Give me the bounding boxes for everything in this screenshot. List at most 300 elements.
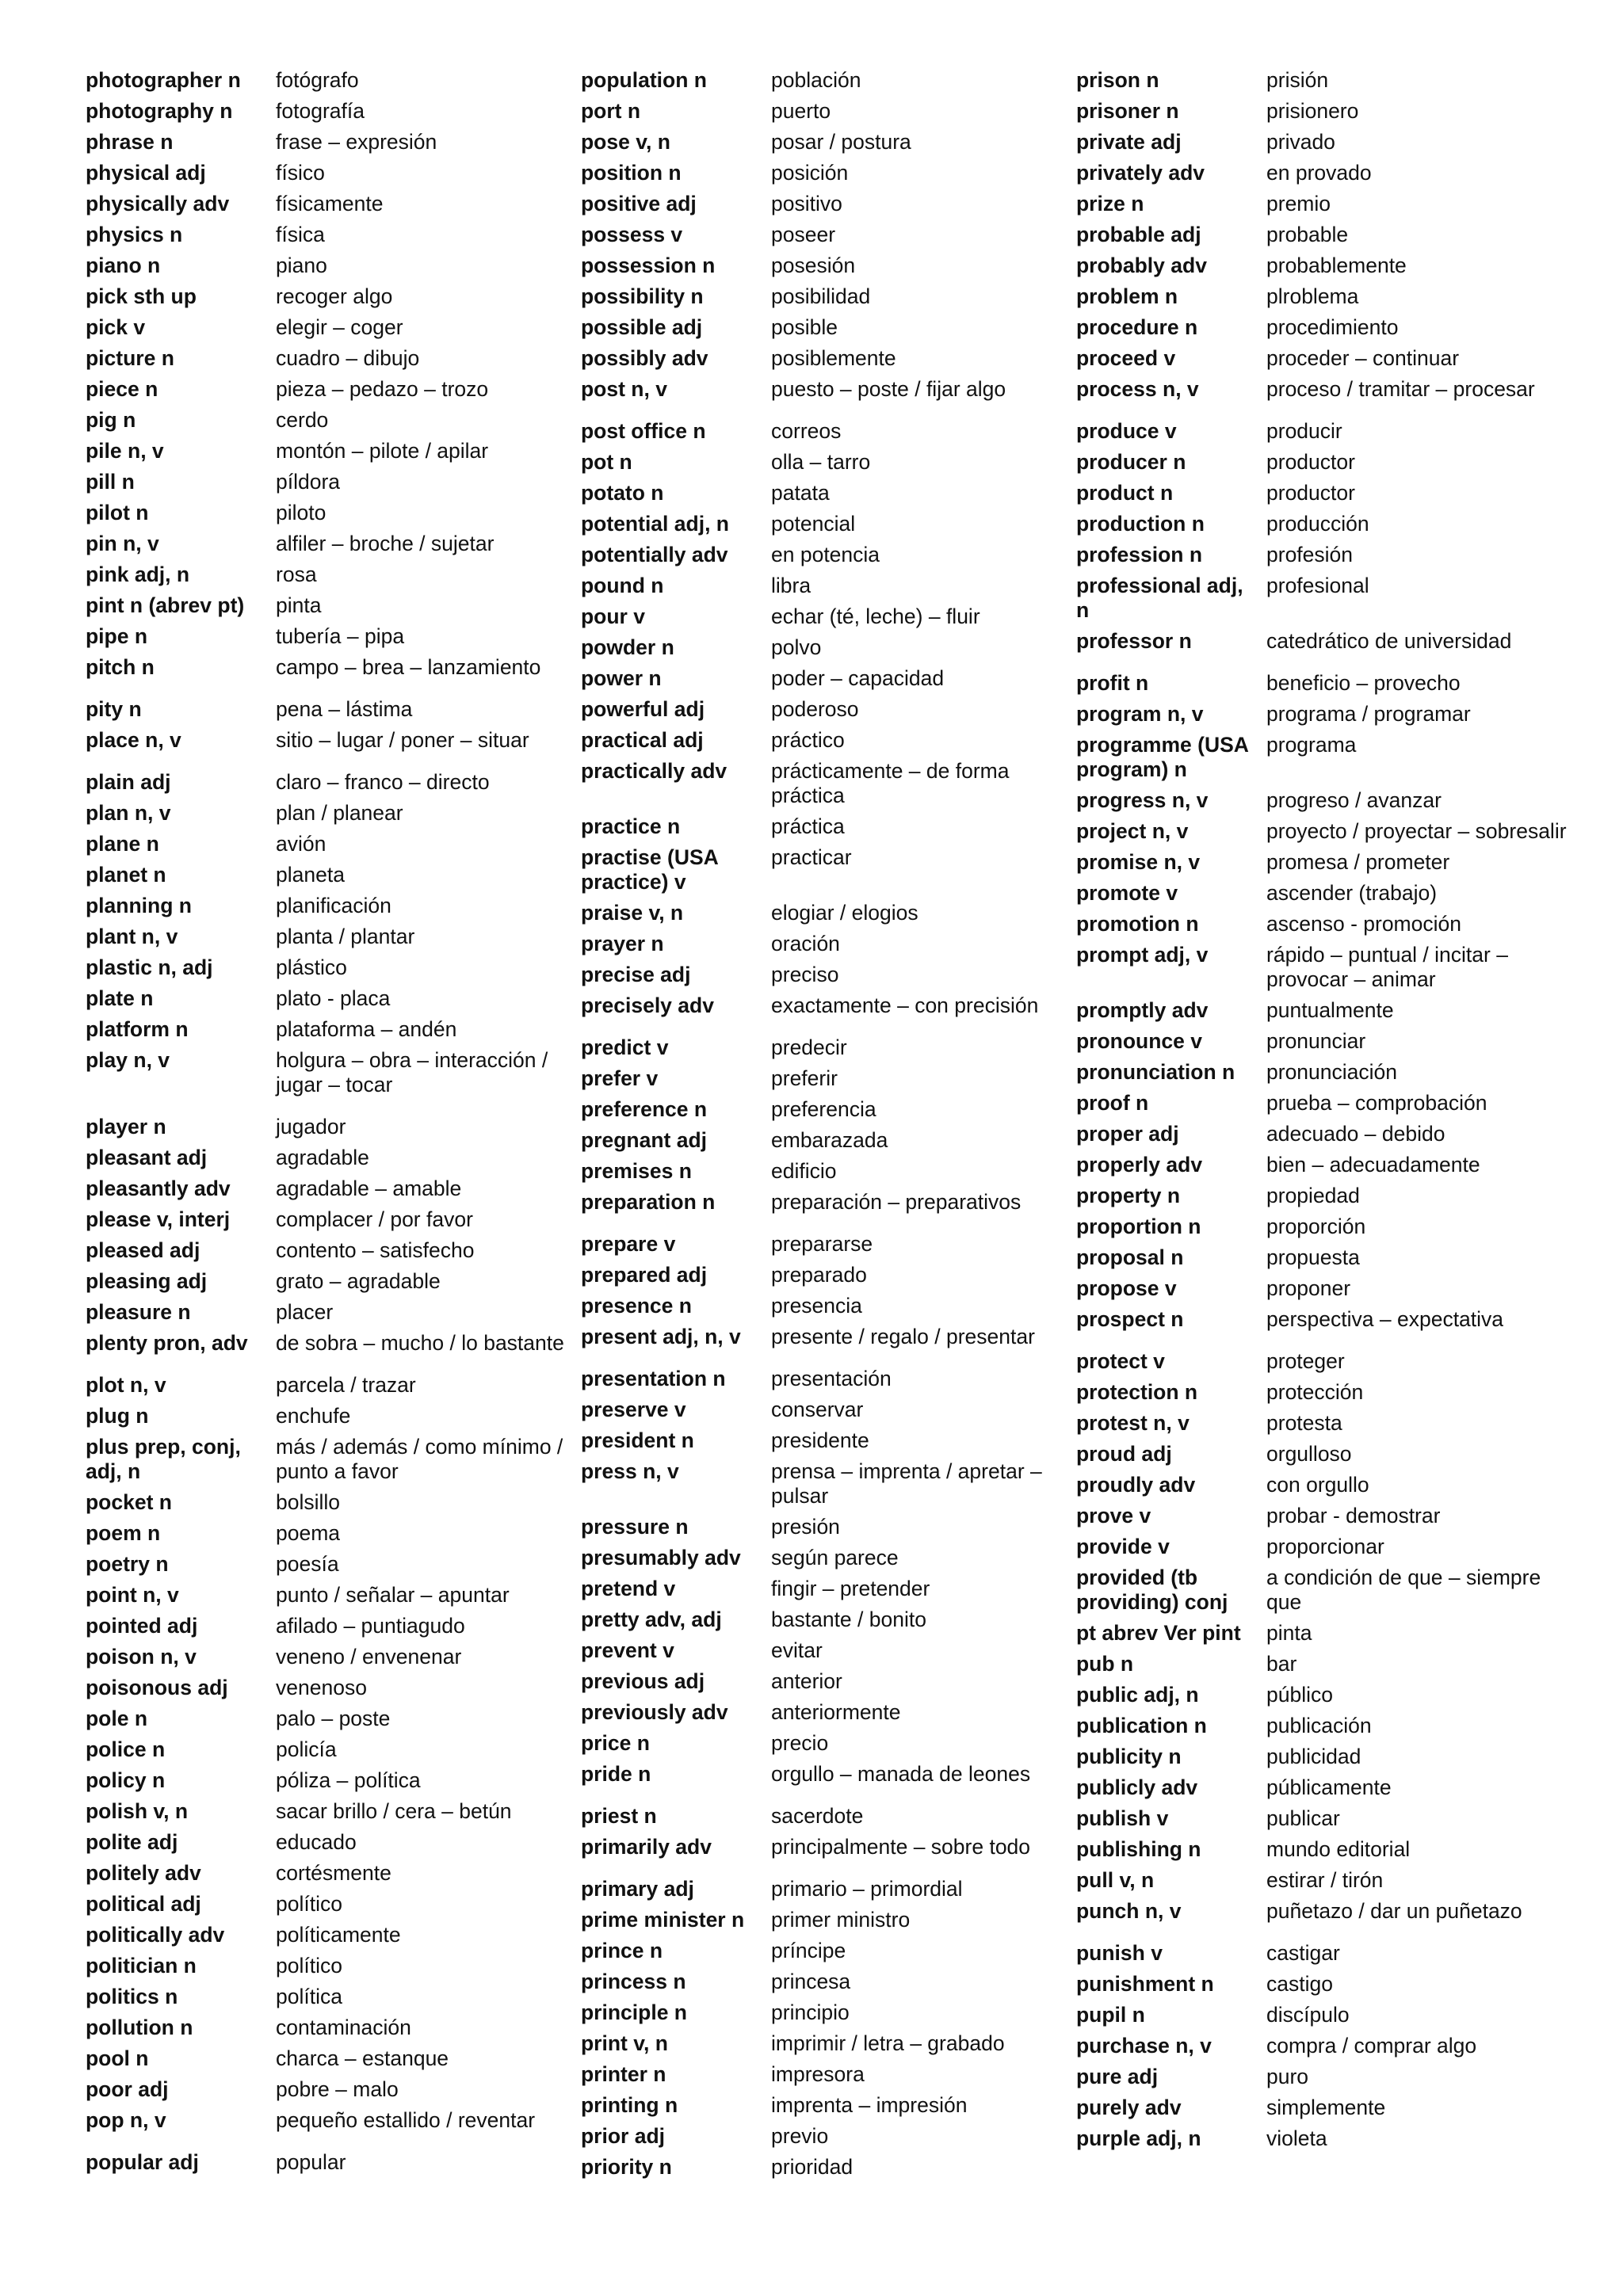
vocab-entry [86,1048,577,1097]
spanish-translation: simplemente [1266,2096,1386,2119]
spanish-translation: física [276,223,325,246]
spanish-translation: primario – primordial [771,1877,963,1901]
vocab-entry [86,2046,577,2071]
vocab-entry [581,605,1072,629]
spanish-translation: orgullo – manada de leones [771,1762,1031,1786]
english-term: pound n [581,574,664,597]
spanish-translation: violeta [1266,2126,1327,2150]
english-term: police n [86,1737,166,1761]
english-term: privately adv [1076,161,1205,185]
english-term: prove v [1076,1504,1151,1527]
spanish-translation: programa [1266,733,1357,757]
english-term: professional adj, n [1076,574,1243,622]
spanish-translation: privado [1266,130,1335,154]
english-term: probably adv [1076,254,1207,277]
spanish-translation: positivo [771,192,842,215]
vocab-entry [1076,1153,1568,1177]
spanish-translation: popular [276,2150,346,2174]
spanish-translation: campo – brea – lanzamiento [276,655,541,679]
spanish-translation: en potencia [771,543,880,566]
english-term: prince n [581,1939,663,1962]
english-term: population n [581,68,707,92]
spanish-translation: principalmente – sobre todo [771,1835,1031,1859]
vocab-entry [581,315,1072,340]
english-term: poison n, v [86,1645,197,1669]
spanish-translation: preciso [771,963,839,986]
english-term: pipe n [86,624,148,648]
english-term: plenty pron, adv [86,1331,248,1355]
english-term: pin n, v [86,532,159,555]
english-term: premises n [581,1159,692,1183]
spanish-translation: posibilidad [771,284,871,308]
english-term: punishment n [1076,1972,1214,1996]
english-term: prisoner n [1076,99,1179,123]
english-term: pick sth up [86,284,197,308]
vocab-entry [581,481,1072,505]
spanish-translation: prueba – comprobación [1266,1091,1487,1115]
spanish-translation: plroblema [1266,284,1359,308]
vocab-entry [86,161,577,185]
spanish-translation: proceder – continuar [1266,346,1460,370]
english-term: profit n [1076,671,1149,695]
spanish-translation: edificio [771,1159,837,1183]
vocab-entry [86,1490,577,1515]
vocab-entry [1076,2003,1568,2027]
vocab-entry [1076,1775,1568,1800]
spanish-translation: practicar [771,845,852,869]
spanish-translation: orgulloso [1266,1442,1352,1466]
vocab-entry [581,1762,1072,1787]
spanish-translation: preferencia [771,1097,876,1121]
spanish-translation: plástico [276,955,347,979]
english-term: pocket n [86,1490,172,1514]
vocab-entry [1076,1683,1568,1707]
spanish-translation: prensa – imprenta / apretar – pulsar [771,1459,1042,1508]
english-term: planet n [86,863,166,887]
english-term: point n, v [86,1583,179,1607]
english-term: power n [581,666,662,690]
vocab-entry [1076,1504,1568,1528]
english-term: public adj, n [1076,1683,1199,1707]
vocab-entry [1076,315,1568,340]
spanish-translation: plan / planear [276,801,403,825]
spanish-translation: correos [771,419,842,443]
spanish-translation: predecir [771,1035,847,1059]
english-term: policy n [86,1768,166,1792]
vocab-entry [1076,512,1568,536]
vocab-entry [86,68,577,93]
spanish-translation: fingir – pretender [771,1577,930,1600]
english-term: potentially adv [581,543,728,566]
vocab-entry [86,770,577,795]
spanish-translation: afilado – puntiagudo [276,1614,465,1638]
spanish-translation: póliza – política [276,1768,421,1792]
spanish-translation: frase – expresión [276,130,437,154]
vocab-entry [86,955,577,980]
vocab-entry [1076,223,1568,247]
english-term: physics n [86,223,183,246]
vocab-entry [1076,1184,1568,1208]
spanish-translation: educado [276,1830,357,1854]
spanish-translation: principio [771,2000,850,2024]
english-term: polite adj [86,1830,178,1854]
english-term: port n [581,99,641,123]
spanish-translation: catedrático de universidad [1266,629,1512,653]
english-term: place n, v [86,728,181,752]
vocab-entry [581,2155,1072,2180]
english-term: proof n [1076,1091,1149,1115]
vocab-entry [86,2108,577,2133]
vocab-entry [581,450,1072,475]
vocab-entry [86,1645,577,1669]
english-term: prepared adj [581,1263,708,1287]
vocab-entry [1076,1745,1568,1769]
vocab-entry [86,925,577,949]
vocab-entry [581,1294,1072,1318]
spanish-translation: presión [771,1515,840,1539]
english-term: punch n, v [1076,1899,1182,1923]
vocab-entry [86,1583,577,1608]
english-term: pick v [86,315,146,339]
english-term: photographer n [86,68,241,92]
spanish-translation: políticamente [276,1923,401,1947]
english-term: pill n [86,470,135,494]
vocab-entry [581,1367,1072,1391]
english-term: pile n, v [86,439,164,463]
vocab-entry [86,1985,577,2009]
vocab-entry [581,1939,1072,1963]
vocab-entry [1076,998,1568,1023]
english-term: procedure n [1076,315,1198,339]
english-term: practical adj [581,728,704,752]
spanish-translation: venenoso [276,1676,367,1699]
vocab-entry [581,1970,1072,1994]
vocab-entry [581,728,1072,753]
english-term: politically adv [86,1923,225,1947]
spanish-translation: procedimiento [1266,315,1399,339]
column-3 [1076,68,1568,2157]
vocab-entry [1076,1941,1568,1966]
vocab-entry [86,655,577,680]
english-term: poetry n [86,1552,169,1576]
spanish-translation: posible [771,315,838,339]
english-term: producer n [1076,450,1186,474]
spanish-translation: precio [771,1731,829,1755]
spanish-translation: contaminación [276,2016,411,2039]
english-term: press n, v [581,1459,679,1483]
english-term: proud adj [1076,1442,1172,1466]
vocab-entry [86,1404,577,1428]
spanish-translation: pobre – malo [276,2077,399,2101]
vocab-entry [1076,881,1568,906]
spanish-translation: complacer / por favor [276,1207,473,1231]
english-term: primarily adv [581,1835,712,1859]
vocab-entry [581,254,1072,278]
english-term: problem n [1076,284,1178,308]
vocab-entry [1076,1652,1568,1676]
spanish-translation: probablemente [1266,254,1407,277]
spanish-translation: ascenso - promoción [1266,912,1461,936]
english-term: potato n [581,481,664,505]
spanish-translation: cerdo [276,408,329,432]
vocab-entry [86,1521,577,1546]
english-term: possibly adv [581,346,708,370]
english-term: principle n [581,2000,687,2024]
vocab-entry [1076,1442,1568,1466]
english-term: pub n [1076,1652,1134,1676]
english-term: picture n [86,346,174,370]
spanish-translation: poesía [276,1552,339,1576]
english-term: present adj, n, v [581,1325,741,1348]
english-term: pose v, n [581,130,670,154]
vocab-entry [581,1459,1072,1508]
spanish-translation: presentación [771,1367,892,1390]
spanish-translation: pena – lástima [276,697,413,721]
spanish-translation: programa / programar [1266,702,1471,726]
spanish-translation: según parece [771,1546,899,1569]
english-term: princess n [581,1970,686,1993]
vocab-entry [581,1128,1072,1153]
vocab-entry [581,1731,1072,1756]
english-term: politics n [86,1985,178,2008]
vocab-entry [581,1035,1072,1060]
vocab-entry [1076,1868,1568,1893]
vocab-entry [1076,99,1568,124]
english-term: prospect n [1076,1307,1184,1331]
vocab-entry [581,1804,1072,1829]
vocab-entry [86,593,577,618]
spanish-translation: bolsillo [276,1490,341,1514]
spanish-translation: proponer [1266,1276,1351,1300]
spanish-translation: poema [276,1521,341,1545]
spanish-translation: parcela / trazar [276,1373,416,1397]
english-term: pint n (abrev pt) [86,593,245,617]
spanish-translation: proyecto / proyectar – sobresalir [1266,819,1567,843]
vocab-entry [581,223,1072,247]
english-term: powerful adj [581,697,705,721]
vocab-entry [1076,1837,1568,1862]
spanish-translation: tubería – pipa [276,624,405,648]
vocab-entry [1076,192,1568,216]
english-term: president n [581,1428,694,1452]
vocab-entry [1076,377,1568,402]
spanish-translation: pequeño estallido / reventar [276,2108,536,2132]
english-term: plan n, v [86,801,171,825]
vocab-entry [86,130,577,154]
spanish-translation: presidente [771,1428,869,1452]
english-term: planning n [86,894,192,917]
spanish-translation: píldora [276,470,341,494]
vocab-entry [1076,702,1568,727]
english-term: preparation n [581,1190,716,1214]
english-term: physically adv [86,192,230,215]
spanish-translation: holgura – obra – interacción / jugar – tocar [276,1048,548,1097]
english-term: print v, n [581,2031,668,2055]
spanish-translation: rápido – puntual / incitar – provocar – animar [1266,943,1508,991]
spanish-translation: pronunciación [1266,1060,1398,1084]
spanish-translation: en provado [1266,161,1372,185]
spanish-translation: productor [1266,450,1355,474]
spanish-translation: promesa / prometer [1266,850,1450,874]
spanish-translation: publicación [1266,1714,1372,1737]
spanish-translation: palo – poste [276,1707,391,1730]
english-term: pregnant adj [581,1128,708,1152]
vocab-entry [581,1097,1072,1122]
vocab-entry [86,1923,577,1947]
spanish-translation: planificación [276,894,391,917]
vocab-entry [581,759,1072,808]
vocab-entry [1076,1411,1568,1436]
spanish-translation: príncipe [771,1939,846,1962]
english-term: purely adv [1076,2096,1182,2119]
spanish-translation: punto / señalar – apuntar [276,1583,510,1607]
english-term: pretty adv, adj [581,1608,722,1631]
english-term: priority n [581,2155,672,2179]
english-term: pride n [581,1762,651,1786]
spanish-translation: posar / postura [771,130,911,154]
vocab-entry [86,563,577,587]
vocab-entry [1076,254,1568,278]
english-term: pig n [86,408,136,432]
spanish-translation: presencia [771,1294,862,1318]
spanish-translation: puesto – poste / fijar algo [771,377,1006,401]
spanish-translation: agradable – amable [276,1177,462,1200]
spanish-translation: planeta [276,863,345,887]
english-term: promptly adv [1076,998,1209,1022]
vocab-entry [581,284,1072,309]
vocab-entry [581,377,1072,402]
english-term: promise n, v [1076,850,1201,874]
english-term: pronounce v [1076,1029,1203,1053]
vocab-entry [581,901,1072,925]
english-term: prize n [1076,192,1144,215]
spanish-translation: embarazada [771,1128,888,1152]
spanish-translation: montón – pilote / apilar [276,439,489,463]
vocab-entry [86,284,577,309]
english-term: plug n [86,1404,149,1428]
english-term: pronunciation n [1076,1060,1235,1084]
vocab-entry [86,1892,577,1917]
spanish-translation: imprimir / letra – grabado [771,2031,1005,2055]
spanish-translation: agradable [276,1146,369,1169]
vocab-entry [1076,1060,1568,1085]
vocab-entry [581,1835,1072,1859]
spanish-translation: poderoso [771,697,859,721]
spanish-translation: publicidad [1266,1745,1361,1768]
vocab-entry [1076,1621,1568,1646]
spanish-translation: pieza – pedazo – trozo [276,377,489,401]
vocab-entry [581,1546,1072,1570]
english-term: proposal n [1076,1245,1184,1269]
english-term: product n [1076,481,1174,505]
english-term: prison n [1076,68,1159,92]
spanish-translation: preparado [771,1263,867,1287]
english-term: photography n [86,99,233,123]
vocab-entry [86,832,577,856]
english-term: plant n, v [86,925,178,948]
vocab-entry [581,845,1072,894]
vocab-entry [86,1300,577,1325]
spanish-translation: pinta [276,593,322,617]
english-term: pilot n [86,501,149,524]
vocab-entry [86,1435,577,1484]
vocab-entry [86,1707,577,1731]
english-term: pleasant adj [86,1146,208,1169]
spanish-translation: rosa [276,563,317,586]
spanish-translation: evitar [771,1638,823,1662]
spanish-translation: ascender (trabajo) [1266,881,1438,905]
spanish-translation: producción [1266,512,1369,536]
english-term: prompt adj, v [1076,943,1209,967]
spanish-translation: profesión [1266,543,1354,566]
spanish-translation: más / además / como mínimo / punto a favor [276,1435,563,1483]
english-term: profession n [1076,543,1203,566]
vocab-entry [86,254,577,278]
vocab-entry [1076,1473,1568,1497]
spanish-translation: castigar [1266,1941,1340,1965]
vocab-entry [86,1238,577,1263]
vocab-entry [86,377,577,402]
spanish-translation: claro – franco – directo [276,770,490,794]
spanish-translation: prioridad [771,2155,854,2179]
english-term: property n [1076,1184,1181,1207]
vocab-entry [86,223,577,247]
vocab-entry [1076,543,1568,567]
spanish-translation: bastante / bonito [771,1608,926,1631]
vocab-entry [1076,2096,1568,2120]
vocab-entry [1076,284,1568,309]
english-term: pure adj [1076,2065,1159,2088]
vocab-entry [86,1861,577,1886]
vocab-entry [1076,1091,1568,1116]
spanish-translation: posiblemente [771,346,896,370]
spanish-translation: prisión [1266,68,1329,92]
spanish-translation: político [276,1892,342,1916]
english-term: private adj [1076,130,1182,154]
english-term: publicity n [1076,1745,1182,1768]
vocab-entry [1076,574,1568,623]
vocab-entry [1076,1245,1568,1270]
spanish-translation: enchufe [276,1404,351,1428]
english-term: produce v [1076,419,1177,443]
english-term: publicly adv [1076,1775,1198,1799]
english-term: player n [86,1115,166,1138]
english-term: prefer v [581,1066,659,1090]
spanish-translation: discípulo [1266,2003,1350,2027]
vocab-entry [581,1877,1072,1901]
vocab-entry [86,1146,577,1170]
english-term: proceed v [1076,346,1176,370]
english-term: pity n [86,697,142,721]
vocab-entry [581,1638,1072,1663]
spanish-translation: echar (té, leche) – fluir [771,605,980,628]
english-term: pole n [86,1707,148,1730]
spanish-translation: preferir [771,1066,838,1090]
english-term: practise (USA practice) v [581,845,718,894]
vocab-entry [581,1428,1072,1453]
vocab-entry [581,2124,1072,2149]
english-term: post office n [581,419,706,443]
spanish-translation: protección [1266,1380,1364,1404]
vocab-entry [1076,1535,1568,1559]
english-term: publication n [1076,1714,1207,1737]
english-term: prevent v [581,1638,674,1662]
spanish-translation: princesa [771,1970,851,1993]
vocab-entry [86,1331,577,1356]
english-term: platform n [86,1017,189,1041]
spanish-translation: imprenta – impresión [771,2093,968,2117]
english-term: preference n [581,1097,708,1121]
